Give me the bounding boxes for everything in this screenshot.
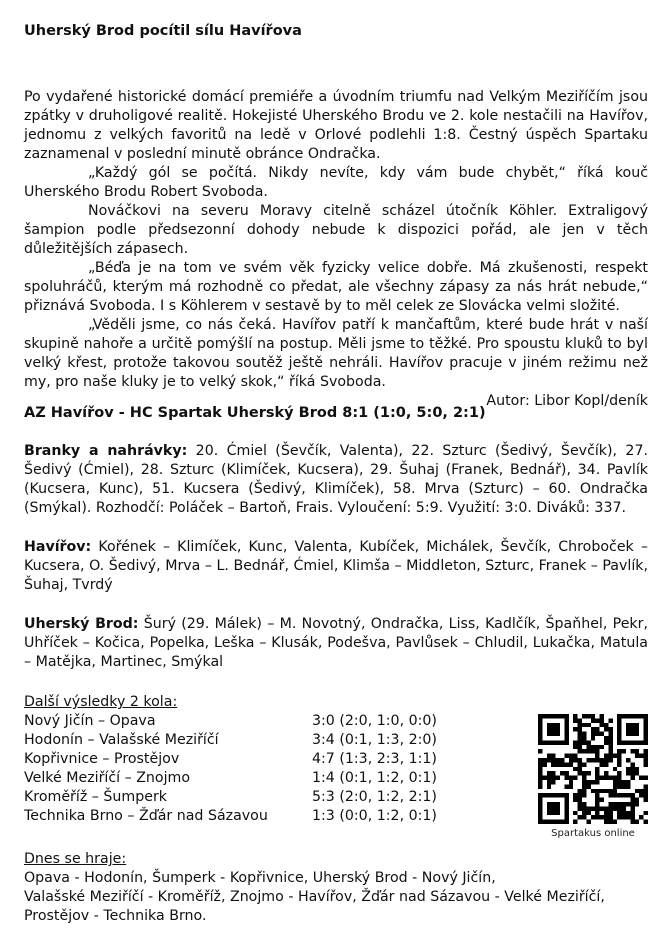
qr-caption: Spartakus online: [551, 828, 635, 839]
result-row: [24, 712, 484, 731]
goals-label: Branky a nahrávky:: [24, 443, 188, 459]
results-heading: Další výsledky 2 kola:: [24, 694, 178, 710]
result-teams: Kroměříž – Šumperk: [24, 789, 167, 805]
brod-lineup: [24, 615, 648, 672]
result-teams: Kopřivnice – Prostějov: [24, 751, 180, 767]
today-line: Opava - Hodonín, Šumperk - Kopřivnice, Uherský Brod - Nový Jičín,: [24, 870, 496, 886]
today-line: Valašské Meziříčí - Kroměříž, Znojmo - Havířov, Žďár nad Sázavou - Velké Meziříčí,: [24, 889, 605, 905]
result-teams: Technika Brno – Žďár nad Sázavou: [24, 808, 268, 824]
result-row: [24, 769, 484, 788]
match-heading: AZ Havířov - HC Spartak Uherský Brod 8:1 (1:0, 5:0, 2:1): [24, 405, 486, 421]
result-score: 5:3 (2:0, 1:2, 2:1): [312, 789, 437, 805]
article-body: [24, 88, 648, 411]
result-score: 1:3 (0:0, 1:2, 0:1): [312, 808, 437, 824]
result-row: [24, 788, 484, 807]
goals-text: 20. Ćmiel (Ševčík, Valenta), 22. Szturc (Šedivý, Ševčík), 27. Šedivý (Ćmiel), 28. Szturc (Klimíček, Kucsera), 29. Šuhaj (Franek, Bednář), 34. Pavlík (Kucsera, Kunc), 51. Kucsera (Šedivý, Klimíček), 58. Mrva (Szturc) – 60. Ondračka (Smýkal). Rozhodčí: Poláček – Bartoň, Frais. Vyloučení: 5:9. Využití: 3:0. Diváků: 337.: [24, 443, 648, 516]
result-teams: Nový Jičín – Opava: [24, 713, 156, 729]
paragraph: „Béďa je na tom ve svém věk fyzicky velice dobře. Má zkušenosti, respekt spoluhráčů, kterým má rozhodně co předat, ale všechny zápasy za nás hrát nebude,“ přiznává Svoboda. I s Köhlerem v sestavě by to měl celek ze Slovácka velmi složité.: [24, 260, 648, 314]
result-row: [24, 731, 484, 750]
havirov-lineup: [24, 538, 648, 595]
qr-code[interactable]: [538, 714, 648, 824]
result-row: [24, 750, 484, 769]
paragraph: Po vydařené historické domácí premiéře a úvodním triumfu nad Velkým Meziříčím jsou zpátky v druholigové realitě. Hokejisté Uherského Brodu ve 2. kole nestačili na Havířov, jednomu z velkých favoritů na ledě v Orlové podlehli 1:8. Čestný úspěch Spartaku zaznamenal v poslední minutě obránce Ondračka.: [24, 89, 648, 162]
result-score: 3:4 (0:1, 1:3, 2:0): [312, 732, 437, 748]
paragraph: „Věděli jsme, co nás čeká. Havířov patří k mančaftům, které bude hrát v naší skupině nahoře a určitě pomýšlí na postup. Měli jsme to těžké. Pro spoustu kluků to byl velký křest, protože takovou soutěž ještě nehráli. Havířov pracuje v jiném režimu než my, pro naše kluky je to velký skok,“ říká Svoboda.: [24, 317, 648, 390]
paragraph: Nováčkovi na severu Moravy citelně scházel útočník Köhler. Extraligový šampion podle předsezonní dohody nebude k dispozici pořád, ale jen v těch důležitějších zápasech.: [24, 203, 648, 257]
result-row: [24, 807, 484, 826]
today-heading: Dnes se hraje:: [24, 851, 127, 867]
havirov-text: Kořének – Klimíček, Kunc, Valenta, Kubíček, Michálek, Ševčík, Chroboček – Kucsera, O. Šedivý, Mrva – L. Bednář, Ćmiel, Klimša – Middleton, Szturc, Franek – Pavlík, Šuhaj, Tvrdý: [24, 539, 648, 593]
article-title: Uherský Brod pocítil sílu Havířova: [24, 23, 302, 39]
brod-text: Šurý (29. Málek) – M. Novotný, Ondračka, Liss, Kadlčík, Špaňhel, Pekr, Uhříček – Kočica, Popelka, Leška – Klusák, Podešva, Pavlůsek – Chludil, Lukačka, Matula – Matějka, Martinec, Smýkal: [24, 616, 648, 670]
result-teams: Hodonín – Valašské Meziříčí: [24, 732, 219, 748]
paragraph: „Každý gól se počítá. Nikdy nevíte, kdy vám bude chybět,“ říká kouč Uherského Brodu Robert Svoboda.: [24, 165, 648, 200]
result-teams: Velké Meziříčí – Znojmo: [24, 770, 191, 786]
result-score: 4:7 (1:3, 2:3, 1:1): [312, 751, 437, 767]
result-score: 3:0 (2:0, 1:0, 0:0): [312, 713, 437, 729]
today-schedule: [24, 850, 648, 926]
goals-block: [24, 442, 648, 518]
brod-label: Uherský Brod:: [24, 616, 139, 632]
results-list: [24, 693, 484, 826]
today-line: Prostějov - Technika Brno.: [24, 908, 207, 924]
havirov-label: Havířov:: [24, 539, 92, 555]
author-credit: Autor: Libor Kopl/deník: [486, 393, 648, 409]
result-score: 1:4 (0:1, 1:2, 0:1): [312, 770, 437, 786]
